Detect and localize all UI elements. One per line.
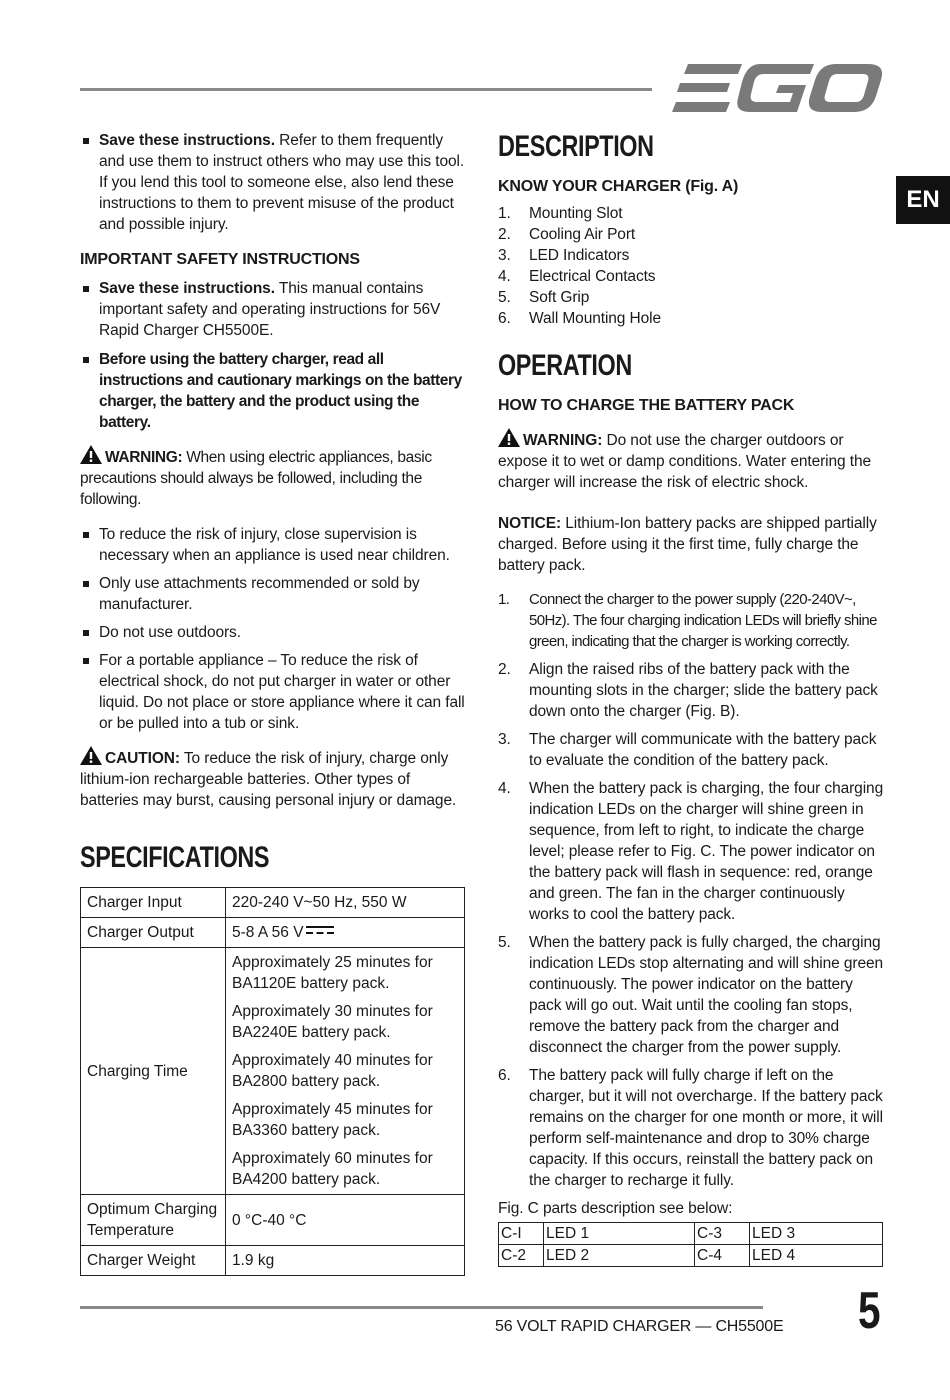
list-item: To reduce the risk of injury, close supervision is necessary when an appliance is used near children.	[80, 524, 466, 566]
list-number: 6.	[498, 310, 511, 327]
table-row	[81, 948, 465, 1195]
table-cell: C-2	[499, 1245, 544, 1267]
operation-heading-wrap	[498, 349, 888, 387]
left-column	[80, 130, 466, 1276]
table-cell: 1.9 kg	[226, 1246, 465, 1276]
list-text: When the battery pack is charging, the four charging indication LEDs on the charger will shine green in sequence, from left to right, to indicate the charge level; please refer to Fig. C. The power indicator on the battery pack will flash in sequence: red, orange and green. The fan in the charger continuously works to cool the battery pack.	[529, 780, 884, 923]
table-cell: C-3	[695, 1223, 750, 1245]
list-number: 5.	[498, 289, 511, 306]
list-text: LED Indicators	[529, 247, 630, 264]
language-tab: EN	[896, 176, 950, 224]
charging-time-entry: Approximately 40 minutes for BA2800 battery pack.	[232, 1052, 433, 1090]
operation-heading: OPERATION	[498, 349, 632, 382]
list-text: The battery pack will fully charge if left on the charger, but it will not overcharge. If the battery pack remains on the charger for one month or more, it will perform self-maintenance and drop to 30% charge capacity. If this occurs, reinstall the battery pack on the charger to recharge it fully.	[529, 1067, 883, 1189]
ego-logo	[672, 62, 884, 114]
table-cell	[226, 918, 465, 948]
caution-icon	[80, 746, 102, 765]
table-cell: LED 3	[750, 1223, 883, 1245]
list-item	[498, 287, 888, 308]
warning-text: Do not use the charger outdoors or expose it to wet or damp conditions. Water entering the charger will increase the risk of electric shock.	[498, 432, 872, 491]
warning-paragraph	[80, 445, 466, 510]
list-item: Only use attachments recommended or sold by manufacturer.	[80, 573, 466, 615]
list-item	[498, 589, 888, 652]
list-item	[498, 778, 888, 925]
caution-text: To reduce the risk of injury, charge only lithium-ion rechargeable batteries. Other types of batteries may burst, causing personal injury or damage.	[80, 750, 457, 809]
right-column	[498, 130, 888, 1267]
list-item	[498, 729, 888, 771]
list-item	[498, 1065, 888, 1191]
list-text: Connect the charger to the power supply (220-240V~, 50Hz). The four charging indication LEDs will briefly shine green, indicating that the charger is working correctly.	[529, 591, 877, 650]
table-cell: C-4	[695, 1245, 750, 1267]
bullet-bold-lead: Save these instructions.	[99, 280, 275, 297]
safety-heading: IMPORTANT SAFETY INSTRUCTIONS	[80, 251, 360, 268]
warning-icon	[80, 445, 102, 464]
list-text: Wall Mounting Hole	[529, 310, 662, 327]
table-cell: LED 1	[544, 1223, 695, 1245]
charging-steps-list	[498, 589, 888, 1191]
bullet-save-instructions	[80, 130, 466, 235]
fig-c-table	[498, 1222, 883, 1267]
list-text: The charger will communicate with the battery pack to evaluate the condition of the battery pack.	[529, 731, 877, 769]
table-cell: Charger Output	[81, 918, 226, 948]
warning-label: WARNING:	[105, 449, 183, 466]
table-row	[81, 888, 465, 918]
list-text: Soft Grip	[529, 289, 590, 306]
warning-bullet-list	[80, 524, 466, 734]
list-item	[498, 203, 888, 224]
caution-label: CAUTION:	[105, 750, 180, 767]
table-cell: Charger Weight	[81, 1246, 226, 1276]
list-number: 5.	[498, 934, 511, 951]
list-item: Do not use outdoors.	[80, 622, 466, 643]
list-item: For a portable appliance – To reduce the risk of electrical shock, do not put charger in water or other liquid. Do not place or store appliance where it can fall or be pulled into a tub or sink.	[80, 650, 466, 734]
description-heading: DESCRIPTION	[498, 130, 654, 163]
specifications-table	[80, 887, 465, 1276]
list-number: 1.	[498, 205, 511, 222]
table-cell: LED 4	[750, 1245, 883, 1267]
list-text: When the battery pack is fully charged, the charging indication LEDs stop alternating and will shine green continuously. The power indicator on the battery pack will go out. Wait until the cooling fan stops, remove the battery pack from the charger and disconnect the charger from the power supply.	[529, 934, 884, 1056]
list-item	[498, 932, 888, 1058]
header-rule	[80, 88, 652, 91]
footer-rule	[80, 1306, 763, 1309]
notice-label: NOTICE:	[498, 515, 562, 532]
list-item	[498, 659, 888, 722]
notice-paragraph	[498, 513, 888, 576]
table-row	[499, 1245, 883, 1267]
charging-time-entry: Approximately 25 minutes for BA1120E battery pack.	[232, 954, 433, 992]
warning-text: When using electric appliances, basic precautions should always be followed, including the following.	[80, 449, 432, 508]
table-cell: LED 2	[544, 1245, 695, 1267]
warning-label: WARNING:	[523, 432, 603, 449]
table-row	[81, 1195, 465, 1246]
list-text: Electrical Contacts	[529, 268, 656, 285]
output-value: 5-8 A 56 V	[232, 924, 304, 941]
list-item	[498, 245, 888, 266]
list-number: 1.	[498, 591, 510, 608]
list-item	[498, 308, 888, 329]
list-item	[498, 266, 888, 287]
table-cell: Charging Time	[81, 948, 226, 1195]
fig-c-caption: Fig. C parts description see below:	[498, 1200, 733, 1217]
parts-list	[498, 203, 888, 329]
table-cell: C-I	[499, 1223, 544, 1245]
table-row	[81, 918, 465, 948]
description-heading-wrap	[498, 130, 888, 168]
bullet-manual-contains	[80, 278, 466, 341]
charging-time-entry: Approximately 60 minutes for BA4200 battery pack.	[232, 1150, 433, 1188]
list-number: 6.	[498, 1067, 511, 1084]
list-number: 3.	[498, 247, 511, 264]
list-number: 4.	[498, 268, 511, 285]
table-cell: 0 °C-40 °C	[226, 1195, 465, 1246]
table-row	[499, 1223, 883, 1245]
page-number: 5	[858, 1282, 881, 1340]
list-number: 2.	[498, 661, 511, 678]
table-cell	[226, 948, 465, 1195]
list-text: Align the raised ribs of the battery pack with the mounting slots in the charger; slide the battery pack down onto the charger (Fig. B).	[529, 661, 878, 720]
notice-text: Lithium-Ion battery packs are shipped partially charged. Before using it the first time, fully charge the battery pack.	[498, 515, 877, 574]
warning-icon	[498, 428, 520, 447]
charging-time-entry: Approximately 30 minutes for BA2240E battery pack.	[232, 1003, 433, 1041]
charging-time-entry: Approximately 45 minutes for BA3360 battery pack.	[232, 1101, 433, 1139]
list-text: Cooling Air Port	[529, 226, 636, 243]
footer-title: 56 VOLT RAPID CHARGER — CH5500E	[495, 1318, 784, 1335]
bullet-text: Refer to them frequently and use them to instruct others who may use this tool. If you lend this tool to someone else, also lend these instructions to them to prevent misuse of the product and possible injury.	[99, 132, 465, 233]
bullet-bold-lead: Save these instructions.	[99, 132, 275, 149]
bullet-text: This manual contains important safety and operating instructions for 56V Rapid Charger CH5500E.	[99, 280, 441, 339]
table-row	[81, 1246, 465, 1276]
table-cell: Optimum Charging Temperature	[81, 1195, 226, 1246]
specifications-heading: SPECIFICATIONS	[80, 841, 270, 874]
caution-paragraph	[80, 746, 466, 811]
list-item	[498, 224, 888, 245]
list-number: 4.	[498, 780, 511, 797]
operation-warning-paragraph	[498, 428, 888, 493]
how-to-charge-heading: HOW TO CHARGE THE BATTERY PACK	[498, 397, 795, 414]
list-number: 3.	[498, 731, 511, 748]
know-your-charger-heading: KNOW YOUR CHARGER (Fig. A)	[498, 178, 739, 195]
table-cell: 220-240 V~50 Hz, 550 W	[226, 888, 465, 918]
list-number: 2.	[498, 226, 511, 243]
table-cell: Charger Input	[81, 888, 226, 918]
bullet-before-using: Before using the battery charger, read all instructions and cautionary markings on the battery charger, the battery and the product using the battery.	[80, 349, 466, 433]
spec-heading-wrap	[80, 841, 466, 879]
list-text: Mounting Slot	[529, 205, 623, 222]
dc-symbol-icon	[306, 925, 334, 935]
